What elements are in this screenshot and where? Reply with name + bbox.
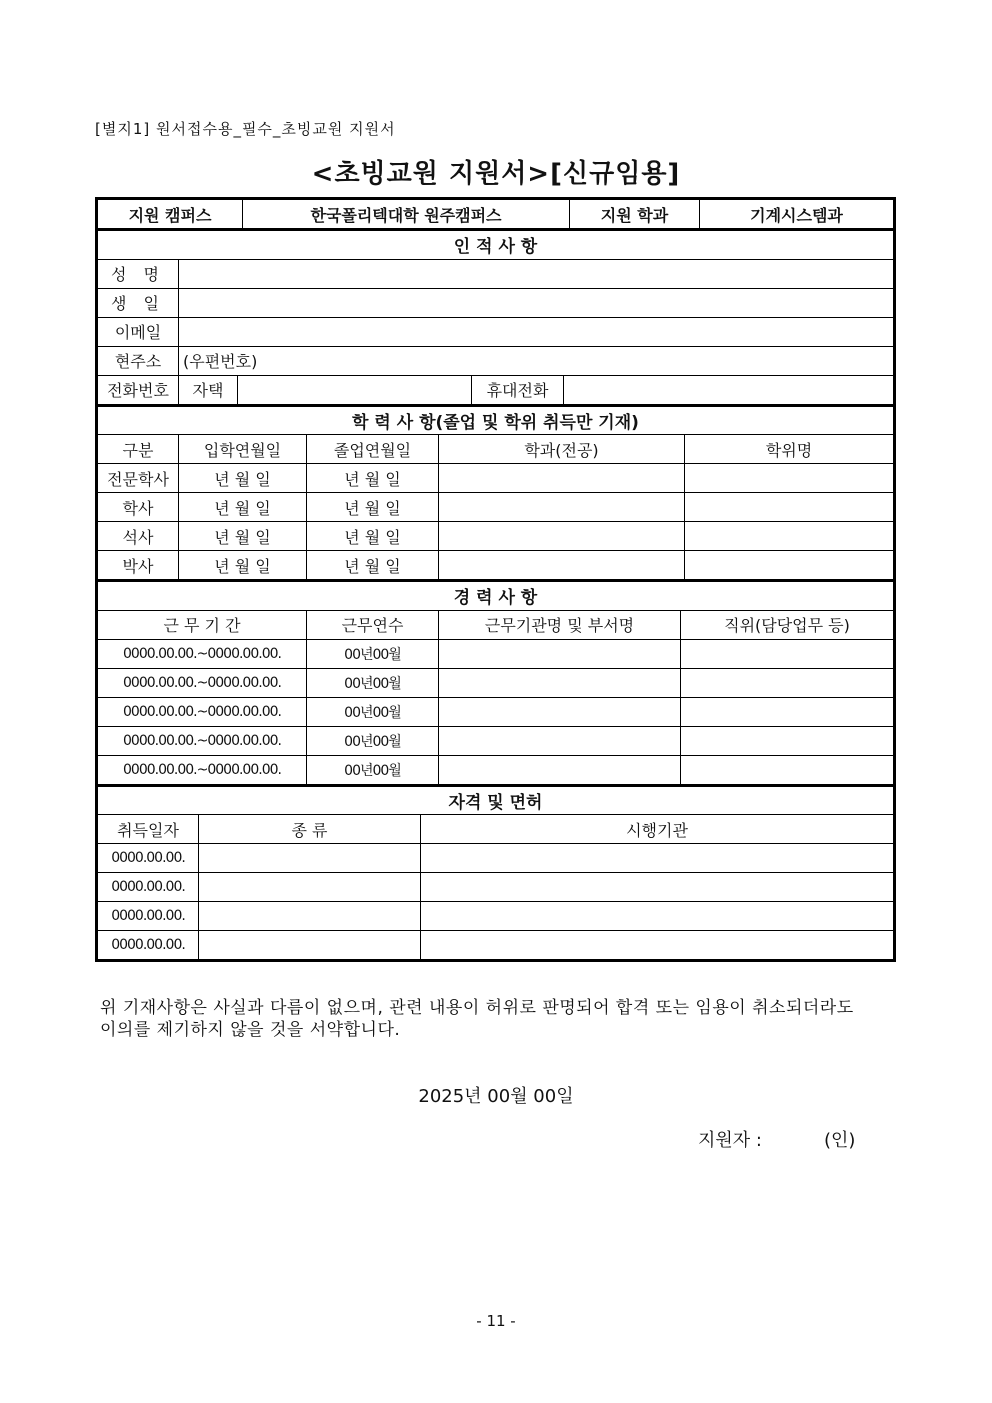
license-type-field[interactable] [199,931,421,960]
application-form [95,197,896,962]
degree-type: 전문학사 [98,464,179,493]
degree-name-field[interactable] [685,464,894,493]
position-field[interactable] [681,668,894,697]
career-row [98,668,894,697]
work-years-field[interactable]: 00년00월 [307,726,439,755]
major-field[interactable] [439,464,685,493]
career-row [98,726,894,755]
campus-table [97,199,894,229]
entry-date-field[interactable]: 년 월 일 [179,464,307,493]
major-field[interactable] [439,522,685,551]
grad-date-field[interactable]: 년 월 일 [307,464,439,493]
work-period-field[interactable]: 0000.00.00.~0000.00.00. [98,668,307,697]
career-table [97,580,894,785]
pledge-line: 이의를 제기하지 않을 것을 서약합니다. [100,1020,401,1040]
dept-value[interactable]: 기계시스템과 [700,200,894,229]
education-header: 학위명 [685,435,894,464]
position-field[interactable] [681,697,894,726]
email-row [98,317,894,346]
page-number: - 11 - [476,1312,516,1330]
organization-field[interactable] [439,726,681,755]
acquired-date-field[interactable]: 0000.00.00. [98,844,199,873]
education-header: 학과(전공) [439,435,685,464]
address-field[interactable]: (우편번호) [179,346,894,375]
campus-label: 지원 캠퍼스 [98,200,243,229]
education-header: 구분 [98,435,179,464]
pledge-line: 위 기재사항은 사실과 다름이 없으며, 관련 내용이 허위로 판명되어 합격 또는 임용이 취소되더라도 [100,998,854,1018]
work-years-field[interactable]: 00년00월 [307,697,439,726]
acquired-date-field[interactable]: 0000.00.00. [98,902,199,931]
education-header: 졸업연월일 [307,435,439,464]
seal-mark: (인) [824,1130,856,1151]
education-row [98,493,894,522]
license-header: 시행기관 [421,815,894,844]
issuer-field[interactable] [421,873,894,902]
education-row [98,551,894,580]
work-period-field[interactable]: 0000.00.00.~0000.00.00. [98,639,307,668]
career-heading: 경 력 사 항 [98,581,894,610]
organization-field[interactable] [439,668,681,697]
mobile-phone-field[interactable] [564,375,894,404]
grad-date-field[interactable]: 년 월 일 [307,551,439,580]
work-period-field[interactable]: 0000.00.00.~0000.00.00. [98,755,307,784]
degree-name-field[interactable] [685,493,894,522]
applicant-label: 지원자 : [698,1130,762,1151]
career-header: 근 무 기 간 [98,610,307,639]
degree-type: 학사 [98,493,179,522]
address-label: 현주소 [98,346,179,375]
grad-date-field[interactable]: 년 월 일 [307,493,439,522]
grad-date-field[interactable]: 년 월 일 [307,522,439,551]
name-field[interactable] [179,259,894,288]
work-years-field[interactable]: 00년00월 [307,755,439,784]
work-years-field[interactable]: 00년00월 [307,668,439,697]
license-header: 취득일자 [98,815,199,844]
license-row [98,931,894,960]
entry-date-field[interactable]: 년 월 일 [179,522,307,551]
entry-date-field[interactable]: 년 월 일 [179,493,307,522]
email-label: 이메일 [98,317,179,346]
dept-label: 지원 학과 [570,200,700,229]
name-row [98,259,894,288]
education-header: 입학연월일 [179,435,307,464]
career-header: 근무기관명 및 부서명 [439,610,681,639]
license-type-field[interactable] [199,902,421,931]
license-row [98,902,894,931]
career-row [98,755,894,784]
work-years-field[interactable]: 00년00월 [307,639,439,668]
career-header-row [98,610,894,639]
issuer-field[interactable] [421,931,894,960]
degree-name-field[interactable] [685,522,894,551]
major-field[interactable] [439,493,685,522]
education-row [98,464,894,493]
birth-label: 생 일 [98,288,179,317]
attachment-label: [별지1] 원서접수용_필수_초빙교원 지원서 [95,120,396,138]
personal-table [97,229,894,405]
career-header: 직위(담당업무 등) [681,610,894,639]
license-row [98,844,894,873]
education-header-row [98,435,894,464]
education-table [97,405,894,581]
issuer-field[interactable] [421,844,894,873]
home-phone-field[interactable] [238,375,472,404]
campus-row [98,200,894,229]
home-phone-label: 자택 [179,375,238,404]
position-field[interactable] [681,726,894,755]
education-heading: 학 력 사 항(졸업 및 학위 취득만 기재) [98,406,894,435]
email-field[interactable] [179,317,894,346]
position-field[interactable] [681,639,894,668]
signature-date[interactable]: 2025년 00월 00일 [418,1086,574,1107]
organization-field[interactable] [439,755,681,784]
organization-field[interactable] [439,639,681,668]
work-period-field[interactable]: 0000.00.00.~0000.00.00. [98,697,307,726]
birth-field[interactable] [179,288,894,317]
career-row [98,697,894,726]
education-row [98,522,894,551]
license-heading: 자격 및 면허 [98,786,894,815]
acquired-date-field[interactable]: 0000.00.00. [98,931,199,960]
career-header: 근무연수 [307,610,439,639]
license-row [98,873,894,902]
position-field[interactable] [681,755,894,784]
phone-row [98,375,894,404]
degree-type: 박사 [98,551,179,580]
address-row [98,346,894,375]
page-title: <초빙교원 지원서>[신규임용] [311,159,681,189]
degree-name-field[interactable] [685,551,894,580]
acquired-date-field[interactable]: 0000.00.00. [98,873,199,902]
major-field[interactable] [439,551,685,580]
organization-field[interactable] [439,697,681,726]
entry-date-field[interactable]: 년 월 일 [179,551,307,580]
license-header-row [98,815,894,844]
license-table [97,785,894,961]
license-header: 종 류 [199,815,421,844]
pledge-statement [100,997,900,1041]
career-row [98,639,894,668]
birth-row [98,288,894,317]
degree-type: 석사 [98,522,179,551]
personal-heading: 인 적 사 항 [98,230,894,259]
mobile-phone-label: 휴대전화 [472,375,564,404]
phone-label: 전화번호 [98,375,179,404]
issuer-field[interactable] [421,902,894,931]
license-type-field[interactable] [199,844,421,873]
work-period-field[interactable]: 0000.00.00.~0000.00.00. [98,726,307,755]
license-type-field[interactable] [199,873,421,902]
campus-value[interactable]: 한국폴리텍대학 원주캠퍼스 [243,200,570,229]
name-label: 성 명 [98,259,179,288]
